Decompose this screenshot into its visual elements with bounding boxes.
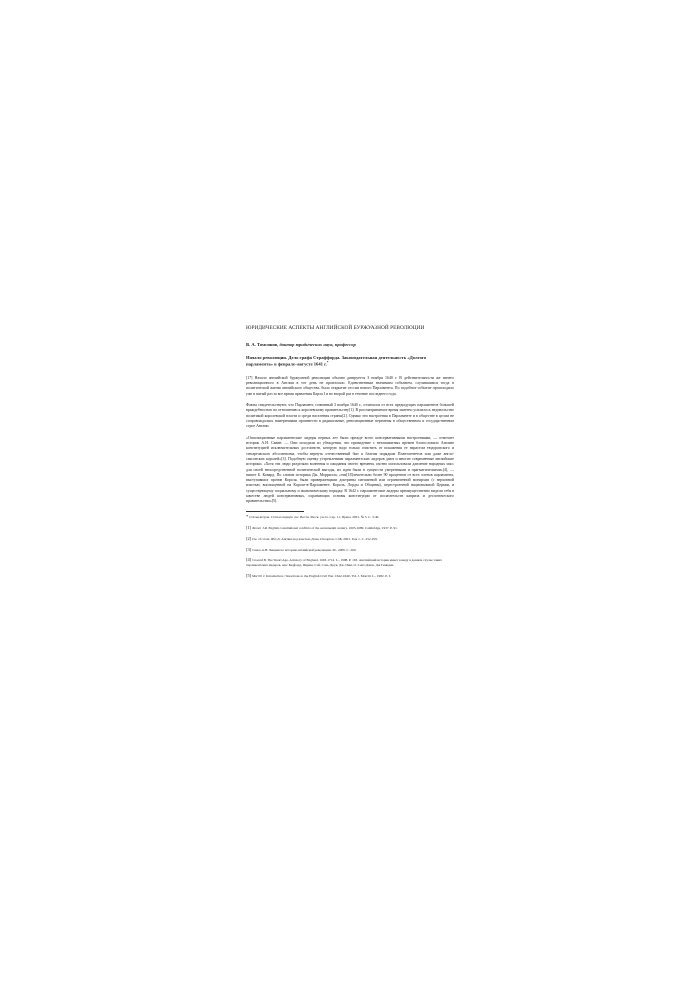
footnote — [246, 573, 454, 579]
section-title-text: Начало революции. Дело графа Страффорда. Законодательная деятельность «Долгого парламента» в феврале–августе 1641 г. — [246, 355, 427, 367]
footnote-divider — [246, 511, 304, 512]
footnote-text: English constitutional conflicts of the seventeenth century. 1603-1689. Cambridge, 1937. P. 91. — [268, 525, 398, 530]
footnote — [246, 525, 454, 531]
footnote-text: Лекции по истории английской революции. М., 2000. С. 260. — [268, 547, 357, 552]
document-title: ЮРИДИЧЕСКИЕ АСПЕКТЫ АНГЛИЙСКОЙ БУРЖУАЗНОЙ РЕВОЛЮЦИИ — [246, 325, 425, 331]
footnote-text: Статья вторая. Статью первую см.: Вестн. Моск. ун-та. Сер. 11, Право. 2001. № 3. С. 3-40. — [249, 514, 380, 519]
paragraph: Факты свидетельствуют, что Парламент, созванный 3 ноября 1640 г., отличался от всех предыдущих парламентов большей враждебностью по отношению к королевскому правительству[1]. В рассматриваемое время заметно усилилось недовольство политикой королевской власти и среди населения страны[2]. Однако эти настроения в Парламенте и в обществе в целом не сопровождались намерениями произвести в радикальные, революционные перемены в общественном и государственном строе Англии. — [246, 403, 454, 429]
section-title — [246, 355, 454, 367]
footnote-author: Савин А.Н. — [251, 547, 268, 552]
footnote-author: Tanner J.R. — [251, 525, 268, 530]
footnote-text: См. об этом: Ябл Д. Англия под властью Дома Стюартов. СпБ, 2001. Том 1. С. 252-259. — [251, 536, 378, 541]
author-line — [246, 342, 454, 348]
footnote-author: Morrill J. — [251, 573, 266, 578]
footnote — [246, 514, 454, 520]
footnote-number: [2] — [246, 535, 252, 541]
paragraph: «Оппозиционные парламентские лидеры первых лет были прежде всего консервативными настроениями, — отмечает историк А.Н. Савин. — Они исходили из убеждения, что провидение с незапамятных времен благословило Англию конституцией исключительных достоинств, которую надо только очистить от искажения ее нарастом тюдоровского и стюартовского абсолютизма, чтобы вернуть отечественный быт к благим порядкам Плантагенетов или даже англо-саксонских королей»[3]. Подобную оценку устремлениям парламентских лидеров дают и многие современные английские историки. «Хотя эти люди разделяли волнения и ожидания своего времени, охотно использовали давление народных масс для своей непосредственной политической выгоды, их идеи были в сущности умеренными и прагматическими»[4], — пишет Б. Ковард. По словам историка Дж. Моррилла, «эти[18]лечительно более 90 процентов от всех членов парламента, выступавших против Короля, были приверженцами доктрины смешанной или ограниченной монархии (с верховной властью, воплощенной на Короле-в-Парламенте: Король, Лорды и Общины), перестроенной национальной Церкви, и существующему социальному и экономическому порядку. В 1642 г. парламентские лидеры преимущественно видели себя в качестве людей консервативных, охраняющих основы конституции от посягательств каприза и деспотического правительства»[5]. — [246, 435, 454, 504]
footnote-number: [1] — [246, 524, 252, 530]
footnote — [246, 536, 454, 542]
footnote-number: * — [246, 513, 249, 519]
footnote-text: Introduction // Reactions to the English Civil War. 1642-1649 / Ed. J. Morrill. L., 1982. P. 3. — [266, 573, 392, 578]
footnote — [246, 547, 454, 553]
footnote-author: Coward B. — [251, 558, 267, 563]
footnote-number: [5] — [246, 572, 252, 578]
section-footnote-mark: * — [326, 360, 329, 365]
document-page — [246, 325, 454, 584]
author-name: В. А. Томсинов, — [246, 341, 279, 347]
author-degree: доктор юридических наук, профессор — [279, 341, 356, 347]
footnote-number: [4] — [246, 557, 252, 563]
paragraph: [17] Начало английской буржуазной революции обычно датируется 3 ноября 1640 г. В действительности же ничего революционного в Англии в тот день не произошло. Единственным значимым событием, случившимся тогда в политической жизни английского общества, было открытие сессии нового Парламента. По подобное событие происходило уже в пятый раз за все время правления Карла I и во второй раз в течение последнего года. — [246, 375, 454, 396]
footnote-text: The Stuart Age. A history of England, 1603-1714. L., 1998. P. 163. Английский историк имеет в виду в данном случае таких парламентских лидеров, как: Бедфорд, Пирим, Сэй, Сэнь, Брук, Дж. Пим, О. Сент-Джон, Дж Гемпден. — [246, 558, 442, 568]
footnote-number: [3] — [246, 546, 252, 552]
footnote — [246, 557, 454, 568]
